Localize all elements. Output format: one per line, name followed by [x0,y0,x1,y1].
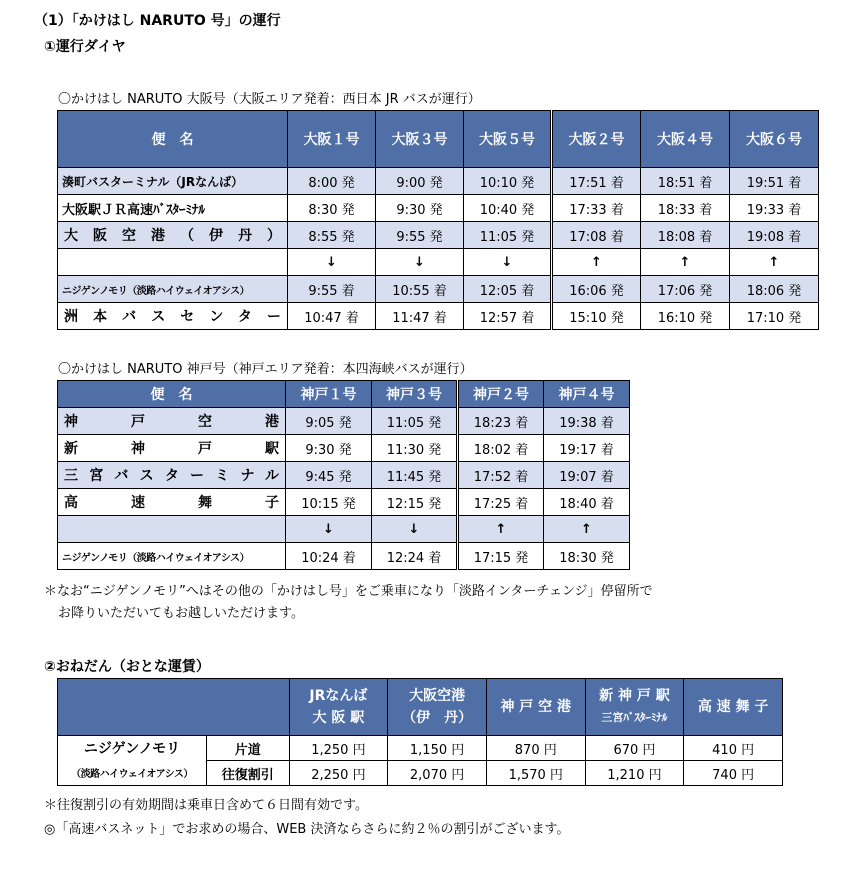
stop-name: 大阪駅ＪＲ高速ﾊﾞｽﾀｰﾐﾅﾙ [58,195,288,222]
fare-row [58,761,783,786]
fare-value: 670 円 [585,736,684,761]
time-cell: 18:06 発 [730,276,819,303]
kobe-header-cell: 神戸４号 [544,381,630,408]
osaka-header-cell: 大阪１号 [288,111,376,168]
fare-header-cell [486,679,585,736]
kobe-header-name: 便 名 [58,381,286,408]
time-cell: 10:40 発 [464,195,552,222]
kobe-arrow-row [58,516,630,543]
up-arrow-icon: ↑ [544,516,630,543]
time-cell: 10:24 着 [286,543,372,570]
kobe-header-cell: 神戸３号 [372,381,458,408]
fare-destination-sub: （淡路ハイウェイオアシス） [58,761,207,786]
schedule-subheading: ①運行ダイヤ [44,39,126,55]
time-cell: 19:08 着 [730,222,819,249]
time-cell: 9:45 発 [286,462,372,489]
time-cell: 17:33 着 [552,195,641,222]
fare-header-cell [289,679,388,736]
time-cell: 8:00 発 [288,168,376,195]
time-cell: 8:30 発 [288,195,376,222]
stop-name [58,249,288,276]
time-cell: 16:10 発 [641,303,730,330]
fare-header-line: 大 阪 駅 [312,710,365,726]
fare-value: 870 円 [486,736,585,761]
stop-name: 大阪空港（伊丹） [58,222,288,249]
time-cell: 17:08 着 [552,222,641,249]
time-cell: 10:55 着 [376,276,464,303]
fare-value: 1,250 円 [289,736,388,761]
osaka-row [58,195,819,222]
fare-destination: ニジゲンノモリ [58,736,207,761]
osaka-header-cell: 大阪４号 [641,111,730,168]
fare-header-line: 新 神 戸 駅 [599,688,670,704]
fare-header-line: 高 速 舞 子 [697,699,769,715]
osaka-row [58,276,819,303]
page-heading: （1）「かけはし NARUTO 号」の運行 [34,13,281,29]
fare-value: 1,150 円 [388,736,487,761]
time-cell: 19:51 着 [730,168,819,195]
time-cell: 17:51 着 [552,168,641,195]
time-cell: 12:15 発 [372,489,458,516]
fare-header-row [58,679,783,736]
transfer-note-line2: お降りいただいてもお越しいただけます。 [58,606,304,621]
time-cell: 12:05 着 [464,276,552,303]
time-cell: 9:00 発 [376,168,464,195]
fare-value: 410 円 [684,736,783,761]
kobe-header-row [58,381,630,408]
fare-value: 1,570 円 [486,761,585,786]
up-arrow-icon: ↑ [730,249,819,276]
time-cell: 10:15 発 [286,489,372,516]
time-cell: 11:05 発 [372,408,458,435]
time-cell: 8:55 発 [288,222,376,249]
time-cell: 18:08 着 [641,222,730,249]
fare-table [57,678,783,786]
osaka-header-row [58,111,819,168]
time-cell: 12:24 着 [372,543,458,570]
osaka-row [58,303,819,330]
osaka-row [58,168,819,195]
down-arrow-icon: ↓ [464,249,552,276]
fare-value: 1,210 円 [585,761,684,786]
stop-name: 洲本バスセンター [58,303,288,330]
stop-name: 三宮バスターミナル [58,462,286,489]
time-cell: 18:02 着 [458,435,544,462]
kobe-header-cell: 神戸２号 [458,381,544,408]
fare-value: 2,070 円 [388,761,487,786]
web-discount-note: ◎「高速バスネット」でお求めの場合、WEB 決済ならさらに約２％の割引がございます。 [44,822,570,837]
fare-header-cell [684,679,783,736]
stop-name: 高速舞子 [58,489,286,516]
osaka-header-cell: 大阪５号 [464,111,552,168]
fare-header-line: 三宮ﾊﾞｽﾀｰﾐﾅﾙ [601,711,668,724]
fare-header-line: （伊 丹） [402,710,473,726]
kobe-row [58,543,630,570]
fare-header-cell [585,679,684,736]
fare-header-line: 神 戸 空 港 [500,699,572,715]
stop-name: 湊町バスターミナル（JRなんば） [58,168,288,195]
kobe-row [58,435,630,462]
transfer-note-line1: ＊なお“ニジゲンノモリ”へはその他の「かけはし号」をご乗車になり「淡路インターチェンジ」停留所で [44,584,653,599]
time-cell: 19:17 着 [544,435,630,462]
kobe-header-cell: 神戸１号 [286,381,372,408]
time-cell: 19:07 着 [544,462,630,489]
time-cell: 17:15 発 [458,543,544,570]
time-cell: 19:33 着 [730,195,819,222]
down-arrow-icon: ↓ [376,249,464,276]
fare-header-line: 大阪空港 [409,688,466,704]
fare-header-blank [58,679,290,736]
time-cell: 9:30 発 [376,195,464,222]
time-cell: 10:47 着 [288,303,376,330]
kobe-row [58,408,630,435]
time-cell: 18:30 発 [544,543,630,570]
down-arrow-icon: ↓ [286,516,372,543]
roundtrip-note: ＊往復割引の有効期間は乗車日含めて６日間有効です。 [44,798,368,813]
time-cell: 9:05 発 [286,408,372,435]
time-cell: 11:30 発 [372,435,458,462]
fare-header-line: JRなんば [309,688,368,704]
down-arrow-icon: ↓ [372,516,458,543]
time-cell: 9:55 着 [288,276,376,303]
time-cell: 17:25 着 [458,489,544,516]
fare-subheading: ②おねだん（おとな運賃） [44,659,210,675]
kobe-row [58,462,630,489]
osaka-header-cell: 大阪３号 [376,111,464,168]
osaka-header-cell: 大阪２号 [552,111,641,168]
time-cell: 15:10 発 [552,303,641,330]
stop-name [58,516,286,543]
osaka-header-name: 便 名 [58,111,288,168]
osaka-header-cell: 大阪６号 [730,111,819,168]
time-cell: 9:30 発 [286,435,372,462]
osaka-row [58,222,819,249]
fare-value: 740 円 [684,761,783,786]
time-cell: 18:51 着 [641,168,730,195]
up-arrow-icon: ↑ [552,249,641,276]
fare-type: 片道 [207,736,290,761]
fare-value: 2,250 円 [289,761,388,786]
time-cell: 16:06 発 [552,276,641,303]
fare-header-cell [388,679,487,736]
time-cell: 11:05 発 [464,222,552,249]
time-cell: 17:52 着 [458,462,544,489]
time-cell: 18:33 着 [641,195,730,222]
kobe-row [58,489,630,516]
time-cell: 19:38 着 [544,408,630,435]
stop-name: ニジゲンノモリ（淡路ハイウェイオアシス） [58,276,288,303]
fare-type: 往復割引 [207,761,290,786]
time-cell: 9:55 発 [376,222,464,249]
time-cell: 11:45 発 [372,462,458,489]
osaka-caption: 〇かけはし NARUTO 大阪号（大阪エリア発着：西日本 JR バスが運行） [58,92,481,107]
time-cell: 18:23 着 [458,408,544,435]
kobe-timetable [57,380,630,570]
time-cell: 12:57 着 [464,303,552,330]
down-arrow-icon: ↓ [288,249,376,276]
up-arrow-icon: ↑ [458,516,544,543]
time-cell: 17:06 発 [641,276,730,303]
stop-name: 新神戸駅 [58,435,286,462]
osaka-timetable [57,110,819,330]
kobe-caption: 〇かけはし NARUTO 神戸号（神戸エリア発着：本四海峡バスが運行） [58,362,473,377]
time-cell: 10:10 発 [464,168,552,195]
time-cell: 17:10 発 [730,303,819,330]
fare-row [58,736,783,761]
up-arrow-icon: ↑ [641,249,730,276]
stop-name: ニジゲンノモリ（淡路ハイウェイオアシス） [58,543,286,570]
time-cell: 11:47 着 [376,303,464,330]
stop-name: 神戸空港 [58,408,286,435]
time-cell: 18:40 着 [544,489,630,516]
osaka-arrow-row [58,249,819,276]
